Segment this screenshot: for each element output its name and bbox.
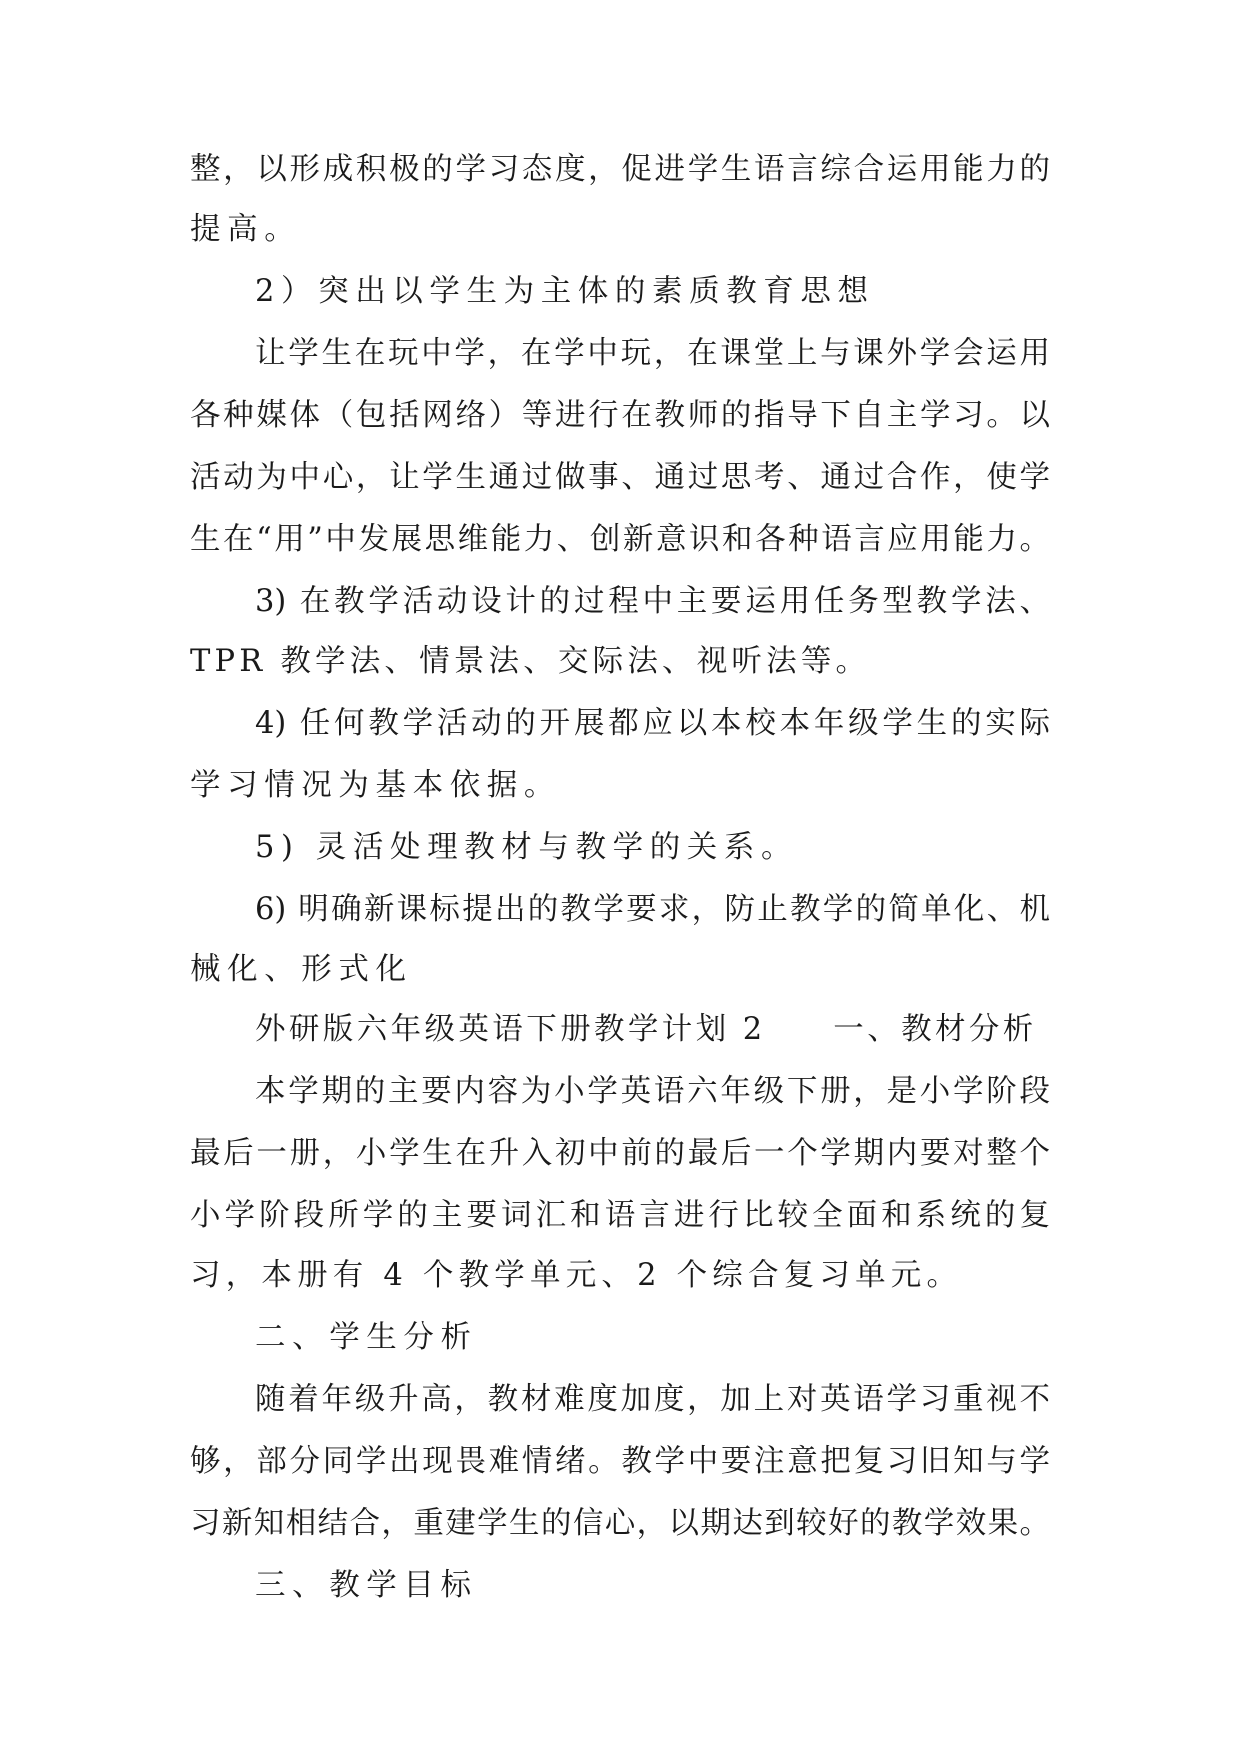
text-line-13 [255,880,1050,940]
text-line-14: 械化、形式化 [190,952,413,987]
text-line-5: 各种媒体（包括网络）等进行在教师的指导下自主学习。以 [190,398,1050,433]
text-line-17: 最后一册，小学生在升入初中前的最后一个学期内要对整个 [190,1136,1050,1171]
text-line-20: 二、学生分析 [255,1320,478,1355]
text-line-8-content: 3) 在教学活动设计的过程中主要运用任务型教学法、 [255,584,1050,619]
text-line-4 [255,324,1050,384]
text-line-2: 提高。 [190,212,302,247]
text-line-15: 外研版六年级英语下册教学计划 2 一、教材分析 [255,1012,1037,1047]
text-line-10 [255,694,1050,754]
text-line-12: 5) 灵活处理教材与教学的关系。 [255,830,799,865]
text-line-1: 整，以形成积极的学习态度，促进学生语言综合运用能力的 [190,152,1050,187]
text-line-7: 生在“用”中发展思维能力、创新意识和各种语言应用能力。 [190,522,1050,557]
text-line-16 [255,1062,1050,1122]
text-line-4-content: 让学生在玩中学，在学中玩，在课堂上与课外学会运用 [255,336,1050,371]
text-line-23: 习新知相结合，重建学生的信心，以期达到较好的教学效果。 [190,1506,1050,1541]
text-line-16-content: 本学期的主要内容为小学英语六年级下册，是小学阶段 [255,1074,1050,1109]
text-line-8 [255,572,1050,632]
text-line-24: 三、教学目标 [255,1568,478,1603]
text-line-13-content: 6) 明确新课标提出的教学要求，防止教学的简单化、机 [255,892,1050,927]
text-line-6: 活动为中心，让学生通过做事、通过思考、通过合作，使学 [190,460,1050,495]
text-line-11: 学习情况为基本依据。 [190,768,561,803]
text-line-21-content: 随着年级升高，教材难度加度，加上对英语学习重视不 [255,1382,1050,1417]
text-line-22: 够，部分同学出现畏难情绪。教学中要注意把复习旧知与学 [190,1444,1050,1479]
text-line-3: 2）突出以学生为主体的素质教育思想 [255,274,875,309]
text-line-18: 小学阶段所学的主要词汇和语言进行比较全面和系统的复 [190,1198,1050,1233]
text-line-21 [255,1370,1050,1430]
text-line-9: TPR 教学法、情景法、交际法、视听法等。 [190,644,871,679]
text-line-19: 习，本册有 4 个教学单元、2 个综合复习单元。 [190,1258,963,1293]
text-line-10-content: 4) 任何教学活动的开展都应以本校本年级学生的实际 [255,706,1050,741]
